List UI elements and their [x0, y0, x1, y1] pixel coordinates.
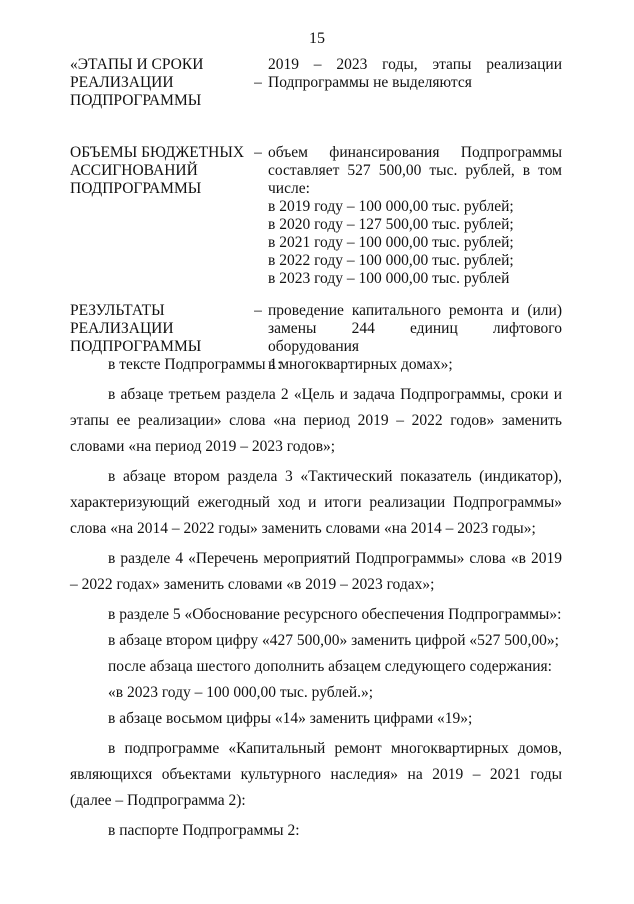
paragraph: в подпрограмме «Капитальный ремонт многоквартирных домов, являющихся объектами культурного наследия» на 2019 – 2021 годы (далее – Подпрограмма 2):: [70, 740, 562, 809]
dash: –: [254, 302, 262, 319]
paragraph: в абзаце восьмом цифры «14» заменить цифрами «19»;: [108, 710, 473, 727]
page-number: 15: [309, 30, 325, 47]
paragraph: в абзаце втором цифру «427 500,00» заменить цифрой «527 500,00»;: [108, 632, 559, 649]
paragraph: в абзаце третьем раздела 2 «Цель и задача Подпрограммы, сроки и этапы ее реализации» слова «на период 2019 – 2022 годов» заменить словами «на период 2019 – 2023 годов»;: [70, 386, 562, 455]
paragraph: в паспорте Подпрограммы 2:: [108, 822, 300, 839]
passport-label: «ЭТАПЫ И СРОКИ РЕАЛИЗАЦИИ ПОДПРОГРАММЫ: [70, 56, 204, 109]
paragraph: в абзаце втором раздела 3 «Тактический показатель (индикатор), характеризующий ежегодный ход и итоги реализации Подпрограммы» слова «на 2014 – 2022 годы» заменить словами «на 2014 – 2023 годы»;: [70, 468, 562, 537]
passport-label: ОБЪЕМЫ БЮДЖЕТНЫХ АССИГНОВАНИЙ ПОДПРОГРАММЫ: [70, 144, 245, 197]
paragraph: в тексте Подпрограммы 1:: [108, 356, 282, 373]
paragraph: в разделе 4 «Перечень мероприятий Подпрограммы» слова «в 2019 – 2022 годах» заменить словами «в 2019 – 2023 годах»;: [70, 550, 562, 593]
passport-value: проведение капитального ремонта и (или) замены 244 единиц лифтового оборудования в многоквартирных домах»;: [268, 302, 562, 373]
dash: –: [254, 74, 262, 91]
paragraph: после абзаца шестого дополнить абзацем следующего содержания:: [108, 658, 552, 675]
document-body: [70, 352, 562, 844]
passport-row-stages: [70, 56, 562, 110]
passport-value: 2019 – 2023 годы, этапы реализации Подпрограммы не выделяются: [268, 56, 562, 91]
passport-row-budget: [70, 144, 562, 288]
passport-label: РЕЗУЛЬТАТЫ РЕАЛИЗАЦИИ ПОДПРОГРАММЫ: [70, 302, 202, 355]
paragraph: в разделе 5 «Обоснование ресурсного обеспечения Подпрограммы»:: [108, 606, 562, 623]
paragraph: «в 2023 году – 100 000,00 тыс. рублей.»;: [108, 684, 374, 701]
passport-value: объем финансирования Подпрограммы составляет 527 500,00 тыс. рублей, в том числе: в 2019 году – 100 000,00 тыс. рублей; в 2020 году – 127 500,00 тыс. рублей; в 2021 году – 100 000,00 тыс. рублей; в 2022 году – 100 000,00 тыс. рублей; в 2023 году – 100 000,00 тыс. рублей: [268, 144, 562, 287]
passport-table: [70, 56, 562, 374]
dash: –: [254, 144, 262, 161]
